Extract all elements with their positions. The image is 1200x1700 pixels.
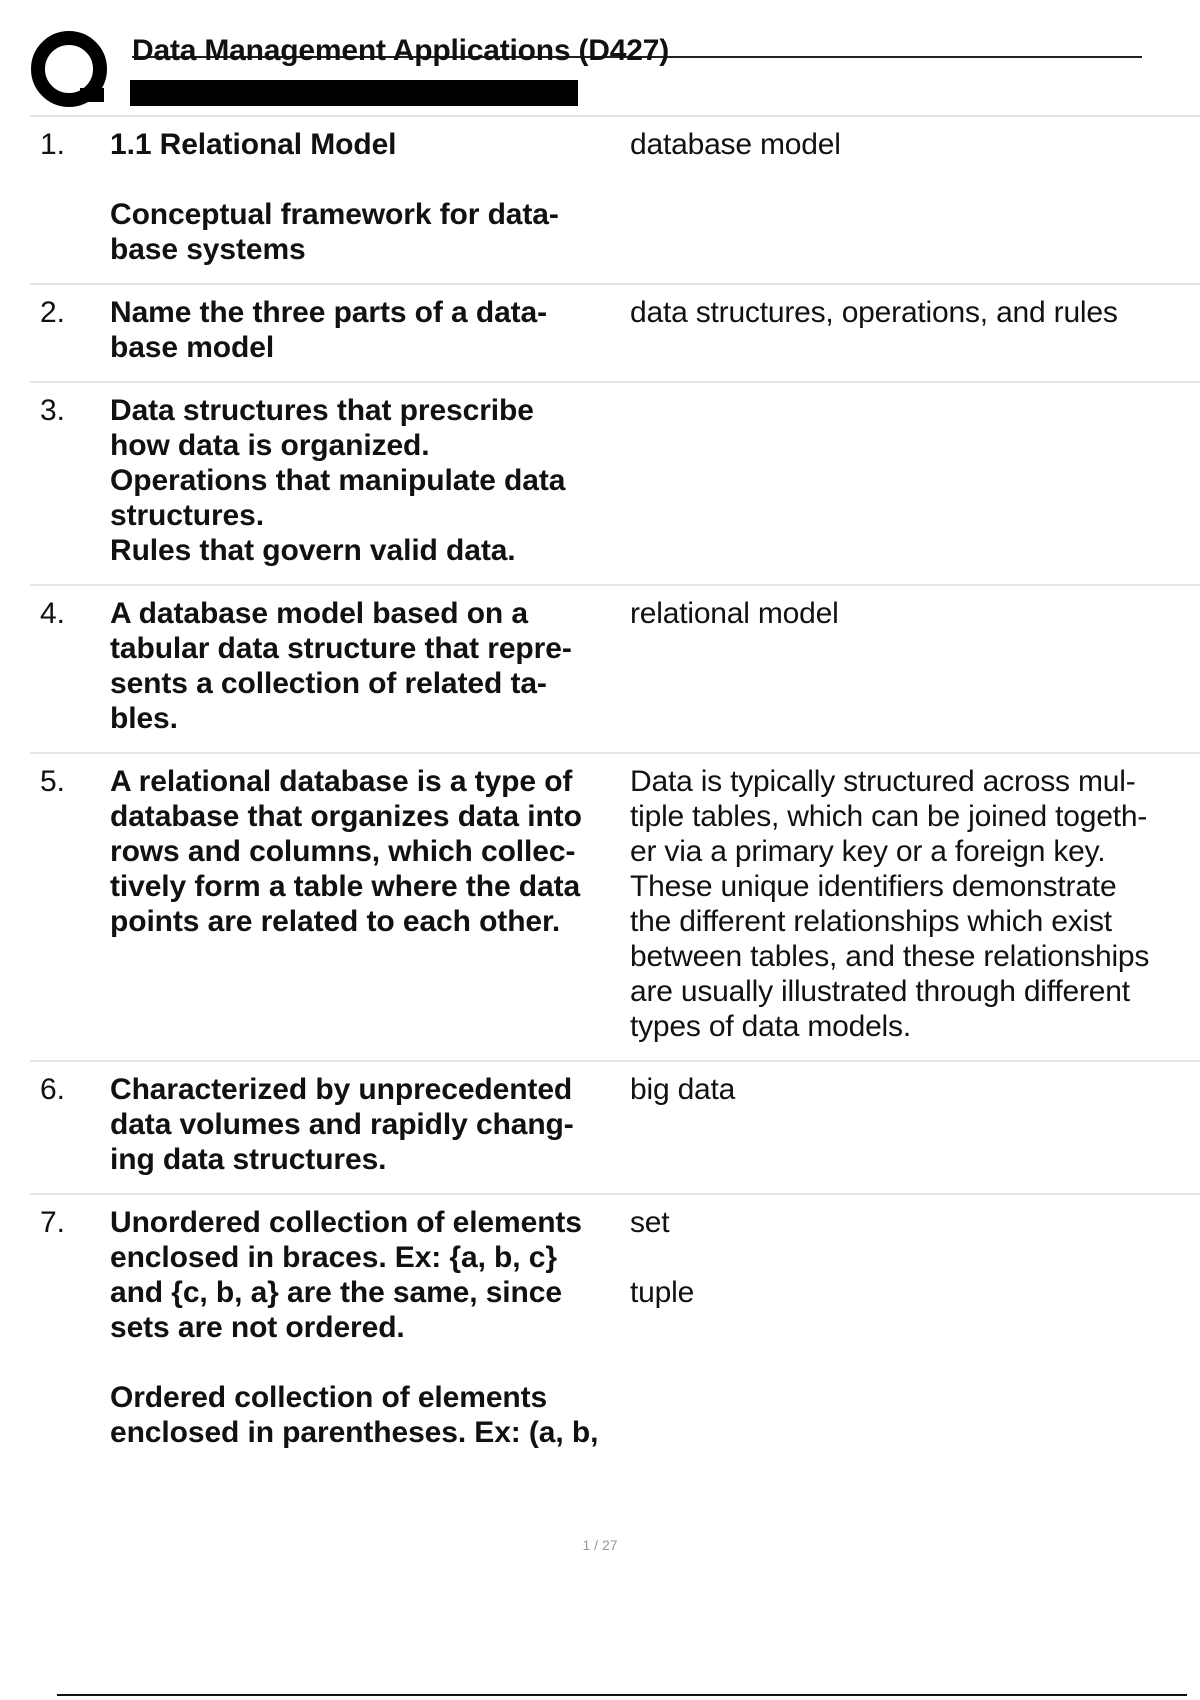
- card-number: 5.: [40, 765, 66, 798]
- flashcard-row: [30, 383, 1200, 586]
- flashcard-row: [30, 754, 1200, 1062]
- page-header: [0, 0, 1200, 116]
- redaction-bar: [130, 80, 578, 106]
- card-term: Characterized by unprecedented data volumes and rapidly chang- ing data structures.: [110, 1073, 574, 1176]
- card-number: 3.: [40, 394, 66, 427]
- flashcard-list: [30, 117, 1200, 1466]
- flashcard-row: [30, 1062, 1200, 1195]
- card-number: 1.: [40, 128, 66, 161]
- card-term: Data structures that prescribe how data is organized. Operations that manipulate data structures. Rules that govern valid data.: [110, 394, 566, 567]
- card-term: Name the three parts of a data- base model: [110, 296, 548, 364]
- flashcard-row: [30, 586, 1200, 754]
- card-number: 7.: [40, 1206, 66, 1239]
- card-term: A database model based on a tabular data structure that repre- sents a collection of related ta- bles.: [110, 597, 572, 735]
- card-definition: relational model: [630, 597, 839, 630]
- flashcard-row: [30, 1195, 1200, 1466]
- card-number: 2.: [40, 296, 66, 329]
- card-term: A relational database is a type of database that organizes data into rows and columns, which collec- tively form a table where the data points are related to each other.: [110, 765, 582, 938]
- document-title: Data Management Applications (D427): [132, 34, 669, 67]
- card-number: 6.: [40, 1073, 66, 1106]
- quizlet-q-logo-icon: [30, 30, 110, 110]
- card-definition: set tuple: [630, 1206, 695, 1309]
- flashcard-row: [30, 117, 1200, 285]
- card-definition: Data is typically structured across mul- tiple tables, which can be joined togeth- er via a primary key or a foreign key. These unique identifiers demonstrate the different relationships which exist between tables, and these relationships are usually illustrated through different types of data models.: [630, 765, 1150, 1043]
- card-term: Unordered collection of elements enclosed in braces. Ex: {a, b, c} and {c, b, a} are the same, since sets are not ordered. Ordered collection of elements enclosed in parentheses. Ex: (a, b,: [110, 1206, 599, 1449]
- card-definition: database model: [630, 128, 841, 161]
- flashcard-row: [30, 285, 1200, 383]
- page-indicator: 1 / 27: [582, 1537, 618, 1553]
- page-bottom-rule: [57, 1694, 1187, 1696]
- card-number: 4.: [40, 597, 66, 630]
- card-definition: [630, 393, 1200, 568]
- card-definition: data structures, operations, and rules: [630, 296, 1118, 329]
- card-definition: big data: [630, 1073, 736, 1106]
- card-term: 1.1 Relational Model Conceptual framework for data- base systems: [110, 128, 559, 266]
